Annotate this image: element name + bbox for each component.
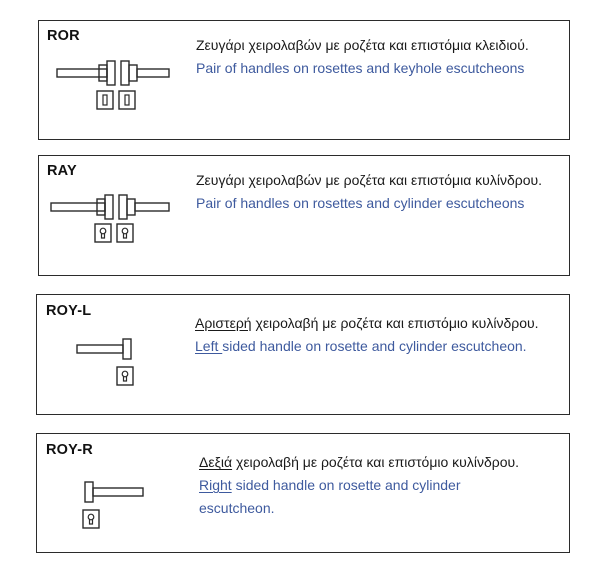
side-label: Right (199, 477, 232, 493)
card-roy-r (36, 433, 570, 553)
english-description: Right sided handle on rosette and cylinder escutcheon. (199, 477, 461, 516)
left-handle-cylinder-icon (75, 335, 145, 393)
right-handle-cylinder-icon (81, 478, 151, 534)
english-description: Pair of handles on rosettes and keyhole escutcheons (196, 60, 525, 76)
english-description: Pair of handles on rosettes and cylinder escutcheons (196, 195, 525, 211)
card-roy-l (36, 294, 570, 415)
english-description: Left sided handle on rosette and cylinder escutcheon. (195, 338, 527, 354)
product-code: RAY (47, 163, 77, 179)
greek-description: Ζευγάρι χειρολαβών με ροζέτα και επιστόμια κυλίνδρου. (196, 172, 543, 188)
greek-description: Δεξιά χειρολαβή με ροζέτα και επιστόμιο κυλίνδρου. (199, 454, 520, 470)
side-label: Αριστερή (195, 315, 252, 331)
product-code: ROR (47, 28, 80, 44)
card-ray (38, 155, 570, 276)
handle-pair-keyhole-icon (55, 57, 175, 113)
product-code: ROY-L (46, 303, 92, 319)
side-label: Δεξιά (199, 454, 233, 470)
description (196, 34, 546, 80)
greek-description: Ζευγάρι χειρολαβών με ροζέτα και επιστόμια κλειδιού. (196, 37, 529, 53)
description (199, 451, 539, 520)
greek-description: Αριστερή χειρολαβή με ροζέτα και επιστόμιο κυλίνδρου. (195, 315, 539, 331)
card-ror (38, 20, 570, 140)
handle-pair-cylinder-icon (49, 191, 175, 247)
description (196, 169, 556, 215)
product-code: ROY-R (46, 442, 93, 458)
description (195, 312, 545, 358)
side-label: Left (195, 338, 223, 354)
